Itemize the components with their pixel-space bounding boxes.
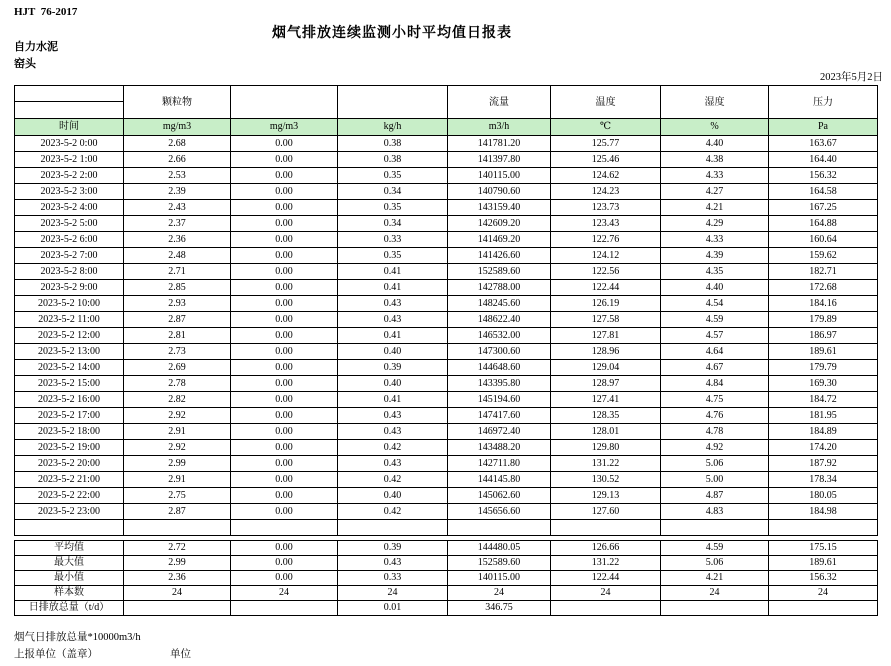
value-cell: 167.25	[769, 200, 878, 216]
value-cell: 124.12	[551, 248, 661, 264]
unit-percent: %	[661, 119, 769, 136]
value-cell: 148622.40	[448, 312, 551, 328]
value-cell: 0.00	[231, 328, 338, 344]
time-cell: 2023-5-2 10:00	[15, 296, 124, 312]
value-cell: 0.00	[231, 360, 338, 376]
value-cell: 0.00	[231, 168, 338, 184]
table-row	[15, 232, 878, 248]
value-cell: 0.33	[338, 571, 448, 586]
value-cell: 0.00	[231, 392, 338, 408]
value-cell: 0.35	[338, 168, 448, 184]
time-cell: 2023-5-2 1:00	[15, 152, 124, 168]
value-cell: 4.54	[661, 296, 769, 312]
value-cell: 145194.60	[448, 392, 551, 408]
table-row	[15, 216, 878, 232]
unit-mg-m3-a: mg/m3	[124, 119, 231, 136]
value-cell: 0.43	[338, 424, 448, 440]
company-name: 自力水泥	[14, 41, 58, 53]
value-cell: 140790.60	[448, 184, 551, 200]
value-cell: 0.00	[231, 280, 338, 296]
value-cell: 164.58	[769, 184, 878, 200]
value-cell: 0.00	[231, 556, 338, 571]
value-cell	[661, 601, 769, 616]
value-cell: 2.78	[124, 376, 231, 392]
value-cell: 5.00	[661, 472, 769, 488]
value-cell: 122.44	[551, 571, 661, 586]
value-cell: 122.76	[551, 232, 661, 248]
value-cell: 4.27	[661, 184, 769, 200]
time-cell: 2023-5-2 20:00	[15, 456, 124, 472]
value-cell: 24	[124, 586, 231, 601]
value-cell: 0.38	[338, 152, 448, 168]
time-cell: 2023-5-2 15:00	[15, 376, 124, 392]
time-cell: 2023-5-2 22:00	[15, 488, 124, 504]
value-cell: 0.00	[231, 136, 338, 152]
value-cell: 169.30	[769, 376, 878, 392]
value-cell: 24	[661, 586, 769, 601]
value-cell: 0.33	[338, 232, 448, 248]
table-row	[15, 440, 878, 456]
value-cell: 0.00	[231, 296, 338, 312]
unit-mg-m3-b: mg/m3	[231, 119, 338, 136]
summary-row	[15, 571, 878, 586]
value-cell: 0.00	[231, 571, 338, 586]
value-cell: 128.96	[551, 344, 661, 360]
time-cell: 2023-5-2 7:00	[15, 248, 124, 264]
value-cell: 141397.80	[448, 152, 551, 168]
value-cell: 174.20	[769, 440, 878, 456]
summary-row	[15, 541, 878, 556]
value-cell: 2.69	[124, 360, 231, 376]
value-cell: 24	[338, 586, 448, 601]
value-cell: 0.00	[231, 488, 338, 504]
value-cell: 4.83	[661, 504, 769, 520]
value-cell: 0.00	[231, 232, 338, 248]
report-date: 2023年5月2日	[820, 72, 883, 83]
unit-label: 单位	[170, 649, 191, 660]
value-cell: 144648.60	[448, 360, 551, 376]
value-cell: 141426.60	[448, 248, 551, 264]
value-cell: 4.87	[661, 488, 769, 504]
value-cell: 130.52	[551, 472, 661, 488]
spacer-row	[15, 520, 878, 536]
value-cell: 2.75	[124, 488, 231, 504]
table-row	[15, 264, 878, 280]
time-cell: 2023-5-2 11:00	[15, 312, 124, 328]
value-cell: 0.43	[338, 312, 448, 328]
value-cell: 184.72	[769, 392, 878, 408]
value-cell: 128.01	[551, 424, 661, 440]
value-cell: 2.92	[124, 408, 231, 424]
value-cell: 4.84	[661, 376, 769, 392]
value-cell: 147300.60	[448, 344, 551, 360]
value-cell: 4.39	[661, 248, 769, 264]
value-cell: 0.39	[338, 541, 448, 556]
summary-row	[15, 556, 878, 571]
value-cell: 143395.80	[448, 376, 551, 392]
table-row	[15, 312, 878, 328]
value-cell: 4.29	[661, 216, 769, 232]
value-cell: 126.19	[551, 296, 661, 312]
value-cell: 156.32	[769, 168, 878, 184]
value-cell: 123.43	[551, 216, 661, 232]
value-cell: 2.53	[124, 168, 231, 184]
value-cell: 0.42	[338, 440, 448, 456]
summary-row	[15, 601, 878, 616]
value-cell: 0.00	[231, 456, 338, 472]
value-cell: 182.71	[769, 264, 878, 280]
value-cell: 2.87	[124, 312, 231, 328]
value-cell: 0.41	[338, 392, 448, 408]
value-cell: 0.43	[338, 556, 448, 571]
time-header-top-cell	[15, 86, 124, 102]
value-cell: 124.23	[551, 184, 661, 200]
time-cell: 2023-5-2 9:00	[15, 280, 124, 296]
value-cell: 0.00	[231, 184, 338, 200]
time-cell: 2023-5-2 19:00	[15, 440, 124, 456]
value-cell: 0.43	[338, 456, 448, 472]
value-cell: 179.89	[769, 312, 878, 328]
time-cell: 2023-5-2 2:00	[15, 168, 124, 184]
value-cell: 152589.60	[448, 264, 551, 280]
value-cell: 128.35	[551, 408, 661, 424]
value-cell: 2.85	[124, 280, 231, 296]
value-cell: 123.73	[551, 200, 661, 216]
report-unit-line	[14, 646, 191, 661]
value-cell: 181.95	[769, 408, 878, 424]
value-cell: 2.72	[124, 541, 231, 556]
value-cell: 4.75	[661, 392, 769, 408]
value-cell: 145062.60	[448, 488, 551, 504]
unit-header-row	[15, 119, 878, 136]
value-cell: 0.00	[231, 408, 338, 424]
value-cell: 180.05	[769, 488, 878, 504]
summary-label: 最大值	[15, 556, 124, 571]
value-cell: 0.40	[338, 376, 448, 392]
value-cell: 2.48	[124, 248, 231, 264]
value-cell: 0.35	[338, 248, 448, 264]
table-row	[15, 472, 878, 488]
value-cell: 189.61	[769, 344, 878, 360]
value-cell: 4.59	[661, 541, 769, 556]
time-cell: 2023-5-2 12:00	[15, 328, 124, 344]
value-cell: 0.00	[231, 424, 338, 440]
summary-label: 最小值	[15, 571, 124, 586]
value-cell: 4.64	[661, 344, 769, 360]
value-cell: 0.00	[231, 152, 338, 168]
time-cell: 2023-5-2 18:00	[15, 424, 124, 440]
time-cell: 2023-5-2 8:00	[15, 264, 124, 280]
value-cell: 143488.20	[448, 440, 551, 456]
value-cell: 159.62	[769, 248, 878, 264]
value-cell: 129.04	[551, 360, 661, 376]
value-cell: 2.92	[124, 440, 231, 456]
value-cell: 160.64	[769, 232, 878, 248]
value-cell: 0.42	[338, 504, 448, 520]
table-row	[15, 200, 878, 216]
value-cell: 184.98	[769, 504, 878, 520]
site-name: 窑头	[14, 58, 36, 70]
table-row	[15, 360, 878, 376]
value-cell: 146972.40	[448, 424, 551, 440]
time-cell: 2023-5-2 0:00	[15, 136, 124, 152]
value-cell: 2.91	[124, 472, 231, 488]
col-header-blank-1	[231, 86, 338, 119]
value-cell: 142609.20	[448, 216, 551, 232]
value-cell: 4.67	[661, 360, 769, 376]
time-cell: 2023-5-2 17:00	[15, 408, 124, 424]
value-cell: 142711.80	[448, 456, 551, 472]
value-cell: 2.43	[124, 200, 231, 216]
value-cell: 0.00	[231, 248, 338, 264]
table-row	[15, 152, 878, 168]
value-cell: 0.40	[338, 344, 448, 360]
hourly-data-table	[14, 85, 878, 536]
value-cell: 0.40	[338, 488, 448, 504]
table-row	[15, 344, 878, 360]
value-cell: 122.44	[551, 280, 661, 296]
doc-code: HJT 76-2017	[14, 6, 78, 18]
value-cell: 2.99	[124, 456, 231, 472]
value-cell: 2.87	[124, 504, 231, 520]
time-cell: 2023-5-2 4:00	[15, 200, 124, 216]
value-cell: 156.32	[769, 571, 878, 586]
table-row	[15, 296, 878, 312]
unit-pa: Pa	[769, 119, 878, 136]
value-cell: 0.41	[338, 280, 448, 296]
value-cell: 4.92	[661, 440, 769, 456]
col-header-flow: 流量	[448, 86, 551, 119]
value-cell: 346.75	[448, 601, 551, 616]
value-cell: 131.22	[551, 456, 661, 472]
value-cell: 140115.00	[448, 571, 551, 586]
time-cell: 2023-5-2 13:00	[15, 344, 124, 360]
value-cell: 147417.60	[448, 408, 551, 424]
value-cell: 128.97	[551, 376, 661, 392]
value-cell: 189.61	[769, 556, 878, 571]
value-cell: 0.00	[231, 472, 338, 488]
unit-time: 时间	[15, 119, 124, 136]
value-cell: 0.43	[338, 408, 448, 424]
value-cell: 127.41	[551, 392, 661, 408]
value-cell: 179.79	[769, 360, 878, 376]
value-cell: 0.41	[338, 264, 448, 280]
unit-celsius: ℃	[551, 119, 661, 136]
summary-label: 日排放总量（t/d）	[15, 601, 124, 616]
value-cell: 127.81	[551, 328, 661, 344]
table-row	[15, 184, 878, 200]
value-cell: 131.22	[551, 556, 661, 571]
value-cell: 0.00	[231, 376, 338, 392]
value-cell: 4.21	[661, 200, 769, 216]
table-row	[15, 248, 878, 264]
value-cell: 141469.20	[448, 232, 551, 248]
value-cell: 148245.60	[448, 296, 551, 312]
table-row	[15, 456, 878, 472]
value-cell: 0.01	[338, 601, 448, 616]
value-cell: 0.00	[231, 440, 338, 456]
value-cell: 0.00	[231, 541, 338, 556]
value-cell: 175.15	[769, 541, 878, 556]
value-cell: 152589.60	[448, 556, 551, 571]
group-header-row	[15, 86, 878, 102]
value-cell: 24	[551, 586, 661, 601]
value-cell: 4.76	[661, 408, 769, 424]
col-header-particulate: 颗粒物	[124, 86, 231, 119]
table-row	[15, 488, 878, 504]
value-cell: 4.38	[661, 152, 769, 168]
value-cell: 0.43	[338, 296, 448, 312]
value-cell: 140115.00	[448, 168, 551, 184]
value-cell: 172.68	[769, 280, 878, 296]
table-row	[15, 280, 878, 296]
value-cell: 129.13	[551, 488, 661, 504]
summary-label: 平均值	[15, 541, 124, 556]
value-cell: 4.21	[661, 571, 769, 586]
value-cell: 146532.00	[448, 328, 551, 344]
value-cell: 0.34	[338, 216, 448, 232]
value-cell: 4.57	[661, 328, 769, 344]
value-cell: 144145.80	[448, 472, 551, 488]
value-cell: 184.16	[769, 296, 878, 312]
unit-m3-h: m3/h	[448, 119, 551, 136]
report-unit-label: 上报单位（盖章）	[14, 649, 98, 660]
value-cell	[551, 601, 661, 616]
value-cell: 0.00	[231, 344, 338, 360]
value-cell: 2.36	[124, 571, 231, 586]
value-cell: 0.42	[338, 472, 448, 488]
value-cell: 2.93	[124, 296, 231, 312]
summary-row	[15, 586, 878, 601]
value-cell: 4.78	[661, 424, 769, 440]
time-cell: 2023-5-2 3:00	[15, 184, 124, 200]
value-cell: 145656.60	[448, 504, 551, 520]
value-cell	[769, 601, 878, 616]
time-cell: 2023-5-2 14:00	[15, 360, 124, 376]
value-cell: 164.88	[769, 216, 878, 232]
value-cell: 141781.20	[448, 136, 551, 152]
value-cell: 4.59	[661, 312, 769, 328]
value-cell: 125.46	[551, 152, 661, 168]
value-cell: 125.77	[551, 136, 661, 152]
value-cell: 163.67	[769, 136, 878, 152]
value-cell: 142788.00	[448, 280, 551, 296]
value-cell: 122.56	[551, 264, 661, 280]
value-cell: 2.66	[124, 152, 231, 168]
value-cell: 0.35	[338, 200, 448, 216]
value-cell: 143159.40	[448, 200, 551, 216]
col-header-blank-2	[338, 86, 448, 119]
value-cell: 126.66	[551, 541, 661, 556]
value-cell: 24	[231, 586, 338, 601]
value-cell: 4.40	[661, 136, 769, 152]
value-cell: 0.39	[338, 360, 448, 376]
table-row	[15, 168, 878, 184]
value-cell: 129.80	[551, 440, 661, 456]
value-cell: 4.33	[661, 232, 769, 248]
summary-table	[14, 540, 878, 616]
value-cell: 2.81	[124, 328, 231, 344]
value-cell: 2.37	[124, 216, 231, 232]
value-cell: 0.00	[231, 264, 338, 280]
value-cell: 0.00	[231, 216, 338, 232]
table-row	[15, 424, 878, 440]
time-cell: 2023-5-2 5:00	[15, 216, 124, 232]
value-cell	[231, 601, 338, 616]
value-cell: 2.36	[124, 232, 231, 248]
value-cell: 187.92	[769, 456, 878, 472]
time-cell: 2023-5-2 23:00	[15, 504, 124, 520]
value-cell: 2.99	[124, 556, 231, 571]
value-cell: 24	[448, 586, 551, 601]
value-cell: 5.06	[661, 556, 769, 571]
col-header-pressure: 压力	[769, 86, 878, 119]
value-cell: 2.82	[124, 392, 231, 408]
value-cell: 4.35	[661, 264, 769, 280]
value-cell: 24	[769, 586, 878, 601]
value-cell: 184.89	[769, 424, 878, 440]
value-cell: 0.00	[231, 504, 338, 520]
value-cell: 144480.05	[448, 541, 551, 556]
table-row	[15, 328, 878, 344]
time-cell: 2023-5-2 6:00	[15, 232, 124, 248]
value-cell: 2.39	[124, 184, 231, 200]
time-cell: 2023-5-2 21:00	[15, 472, 124, 488]
value-cell: 5.06	[661, 456, 769, 472]
value-cell: 0.38	[338, 136, 448, 152]
value-cell: 0.41	[338, 328, 448, 344]
value-cell: 127.60	[551, 504, 661, 520]
total-emission-note: 烟气日排放总量*10000m3/h	[14, 632, 141, 643]
value-cell: 4.33	[661, 168, 769, 184]
value-cell: 0.00	[231, 312, 338, 328]
table-row	[15, 504, 878, 520]
value-cell: 2.91	[124, 424, 231, 440]
col-header-humidity: 湿度	[661, 86, 769, 119]
page-title: 烟气排放连续监测小时平均值日报表	[272, 26, 512, 41]
value-cell: 2.71	[124, 264, 231, 280]
value-cell: 124.62	[551, 168, 661, 184]
table-row	[15, 376, 878, 392]
unit-kg-h: kg/h	[338, 119, 448, 136]
value-cell: 2.73	[124, 344, 231, 360]
value-cell: 4.40	[661, 280, 769, 296]
col-header-temperature: 温度	[551, 86, 661, 119]
value-cell: 0.00	[231, 200, 338, 216]
value-cell: 2.68	[124, 136, 231, 152]
value-cell: 127.58	[551, 312, 661, 328]
table-row	[15, 408, 878, 424]
time-cell: 2023-5-2 16:00	[15, 392, 124, 408]
value-cell	[124, 601, 231, 616]
value-cell: 164.40	[769, 152, 878, 168]
time-header-bottom-cell	[15, 102, 124, 119]
value-cell: 0.34	[338, 184, 448, 200]
value-cell: 186.97	[769, 328, 878, 344]
summary-label: 样本数	[15, 586, 124, 601]
value-cell: 178.34	[769, 472, 878, 488]
table-row	[15, 392, 878, 408]
table-row	[15, 136, 878, 152]
